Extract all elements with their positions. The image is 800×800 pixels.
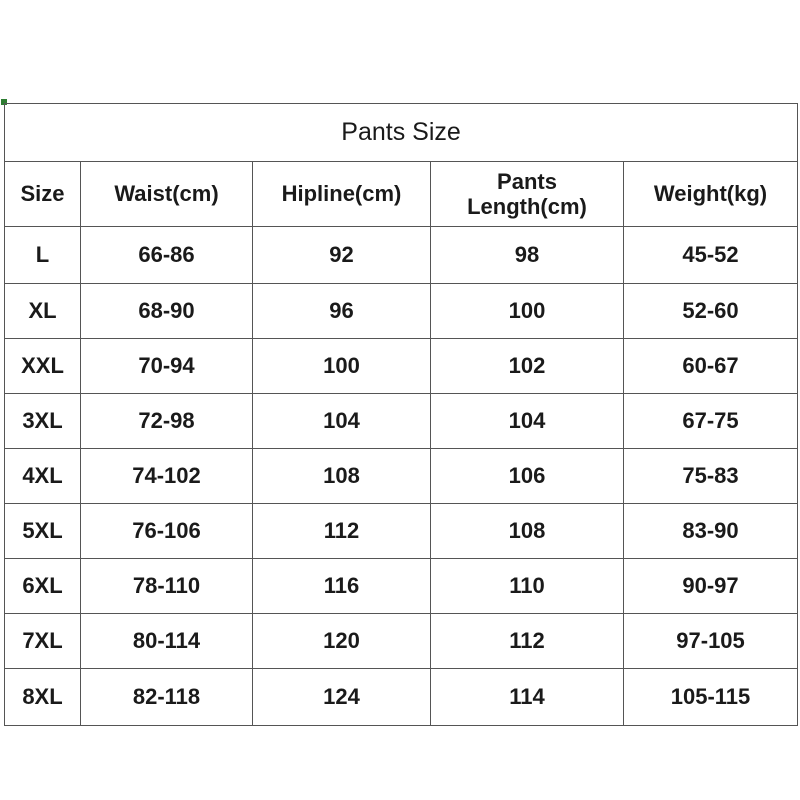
table-row	[5, 504, 798, 559]
cell-hipline: 112	[253, 504, 431, 559]
cell-hipline: 92	[253, 227, 431, 284]
cell-hipline: 108	[253, 449, 431, 504]
cell-hipline: 100	[253, 339, 431, 394]
cell-size: XXL	[5, 339, 81, 394]
cell-waist: 66-86	[81, 227, 253, 284]
title-row	[5, 104, 798, 162]
cell-size: 4XL	[5, 449, 81, 504]
cell-size: 7XL	[5, 614, 81, 669]
table-body	[5, 227, 798, 726]
cell-waist: 82-118	[81, 669, 253, 726]
cell-hipline: 96	[253, 284, 431, 339]
table-row	[5, 449, 798, 504]
cell-weight: 45-52	[624, 227, 798, 284]
cell-size: 6XL	[5, 559, 81, 614]
cell-weight: 97-105	[624, 614, 798, 669]
header-size: Size	[5, 162, 81, 227]
table-row	[5, 227, 798, 284]
table-row	[5, 559, 798, 614]
cell-hipline: 120	[253, 614, 431, 669]
header-pants-length-line2: Length(cm)	[467, 194, 587, 219]
cell-weight: 90-97	[624, 559, 798, 614]
cell-weight: 67-75	[624, 394, 798, 449]
cell-pants-length: 112	[431, 614, 624, 669]
table-row	[5, 614, 798, 669]
table-row	[5, 394, 798, 449]
table-title: Pants Size	[5, 104, 798, 162]
cell-pants-length: 114	[431, 669, 624, 726]
header-waist: Waist(cm)	[81, 162, 253, 227]
cell-waist: 78-110	[81, 559, 253, 614]
pants-size-table	[4, 103, 798, 726]
cell-size: 3XL	[5, 394, 81, 449]
cell-waist: 74-102	[81, 449, 253, 504]
cell-pants-length: 106	[431, 449, 624, 504]
cell-waist: 80-114	[81, 614, 253, 669]
cell-pants-length: 104	[431, 394, 624, 449]
header-weight: Weight(kg)	[624, 162, 798, 227]
cell-weight: 83-90	[624, 504, 798, 559]
table-row	[5, 284, 798, 339]
cell-size: 5XL	[5, 504, 81, 559]
table-row	[5, 669, 798, 726]
header-pants-length	[431, 162, 624, 227]
cell-pants-length: 100	[431, 284, 624, 339]
cell-hipline: 116	[253, 559, 431, 614]
cell-pants-length: 102	[431, 339, 624, 394]
cell-pants-length: 108	[431, 504, 624, 559]
cell-weight: 52-60	[624, 284, 798, 339]
header-hipline: Hipline(cm)	[253, 162, 431, 227]
cell-waist: 76-106	[81, 504, 253, 559]
cell-waist: 70-94	[81, 339, 253, 394]
header-pants-length-line1: Pants	[497, 168, 557, 194]
cell-size: L	[5, 227, 81, 284]
cell-pants-length: 98	[431, 227, 624, 284]
cell-weight: 105-115	[624, 669, 798, 726]
cell-waist: 72-98	[81, 394, 253, 449]
table-row	[5, 339, 798, 394]
cell-hipline: 124	[253, 669, 431, 726]
cell-waist: 68-90	[81, 284, 253, 339]
cell-size: XL	[5, 284, 81, 339]
cell-weight: 75-83	[624, 449, 798, 504]
cell-weight: 60-67	[624, 339, 798, 394]
header-row	[5, 162, 798, 227]
cell-size: 8XL	[5, 669, 81, 726]
cell-hipline: 104	[253, 394, 431, 449]
cell-pants-length: 110	[431, 559, 624, 614]
